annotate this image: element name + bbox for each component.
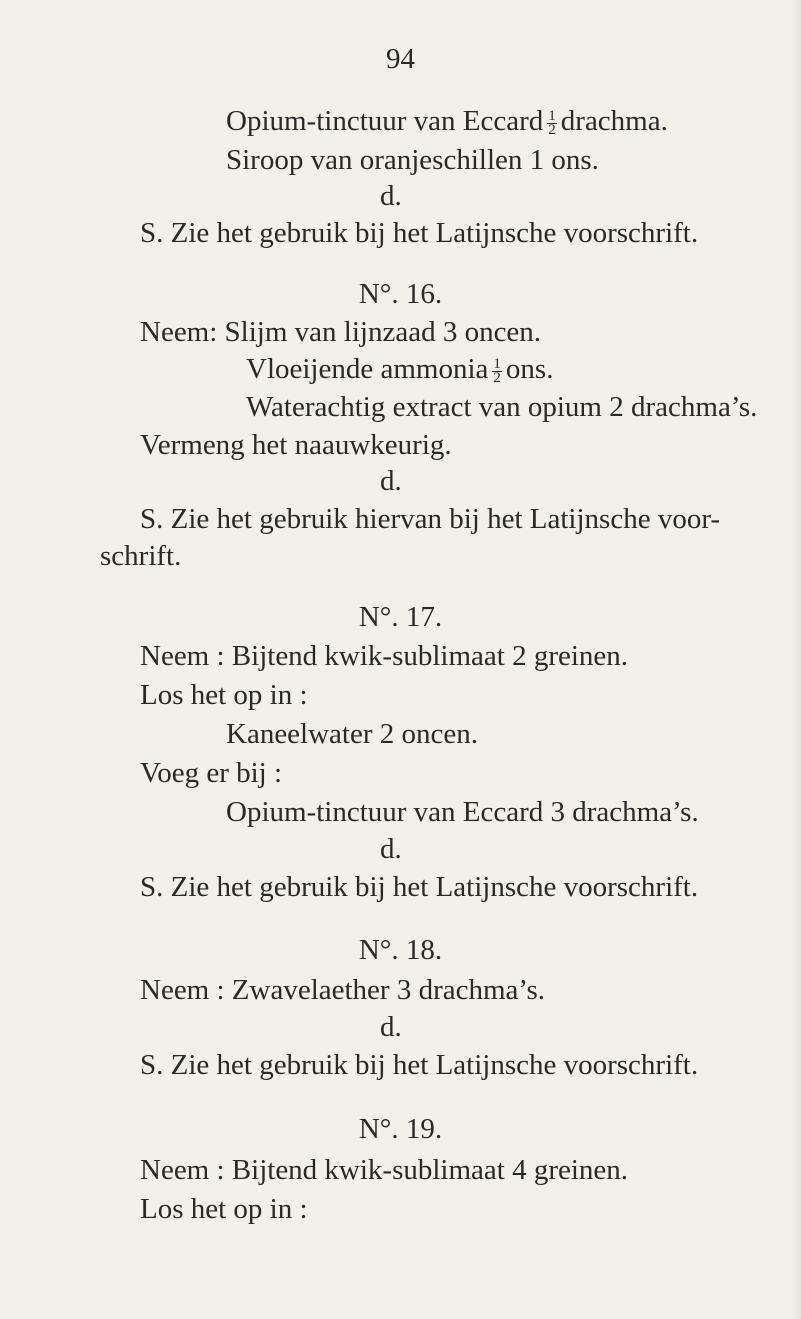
- recipe-line: Los het op in :: [140, 679, 308, 711]
- fraction-numerator: 1: [493, 355, 501, 372]
- recipe-line: Kaneelwater 2 oncen.: [226, 718, 479, 750]
- section-heading: N°. 19.: [358, 1113, 443, 1145]
- recipe-line: Neem : Bijtend kwik-sublimaat 2 greinen.: [140, 640, 629, 672]
- fraction: [492, 355, 502, 386]
- line-text: Vloeijende ammonia: [246, 353, 489, 385]
- recipe-line: Voeg er bij :: [140, 757, 283, 789]
- line-text: drachma.: [560, 105, 668, 137]
- recipe-line: [226, 104, 668, 138]
- fraction-denominator: 2: [493, 369, 501, 386]
- recipe-line: Neem : Zwavelaether 3 drachma’s.: [140, 974, 546, 1006]
- page-number: 94: [386, 43, 415, 75]
- recipe-line: S. Zie het gebruik hiervan bij het Latijnsche voor-: [140, 503, 721, 535]
- fraction-numerator: 1: [548, 107, 556, 124]
- recipe-line: Siroop van oranjeschillen 1 ons.: [226, 144, 599, 176]
- section-heading: N°. 17.: [358, 601, 443, 633]
- recipe-line: d.: [380, 1011, 402, 1043]
- recipe-line: S. Zie het gebruik bij het Latijnsche voorschrift.: [140, 871, 699, 903]
- recipe-line: Los het op in :: [140, 1193, 308, 1225]
- recipe-line: S. Zie het gebruik bij het Latijnsche voorschrift.: [140, 1049, 699, 1081]
- fraction-denominator: 2: [548, 121, 556, 138]
- section-heading: N°. 18.: [358, 934, 443, 966]
- recipe-line: Neem : Bijtend kwik-sublimaat 4 greinen.: [140, 1154, 629, 1186]
- line-text: ons.: [505, 353, 554, 385]
- recipe-line: Vermeng het naauwkeurig.: [140, 429, 452, 461]
- recipe-line: Waterachtig extract van opium 2 drachma’s.: [246, 391, 758, 423]
- recipe-line: d.: [380, 180, 402, 212]
- recipe-line: d.: [380, 833, 402, 865]
- line-text: Opium-tinctuur van Eccard: [226, 105, 544, 137]
- recipe-line: S. Zie het gebruik bij het Latijnsche voorschrift.: [140, 217, 699, 249]
- section-heading: N°. 16.: [358, 278, 443, 310]
- recipe-line: [246, 352, 553, 386]
- recipe-line: Opium-tinctuur van Eccard 3 drachma’s.: [226, 796, 699, 828]
- recipe-line: schrift.: [100, 540, 182, 572]
- fraction: [547, 107, 557, 138]
- recipe-line: Neem: Slijm van lijnzaad 3 oncen.: [140, 316, 542, 348]
- recipe-line: d.: [380, 465, 402, 497]
